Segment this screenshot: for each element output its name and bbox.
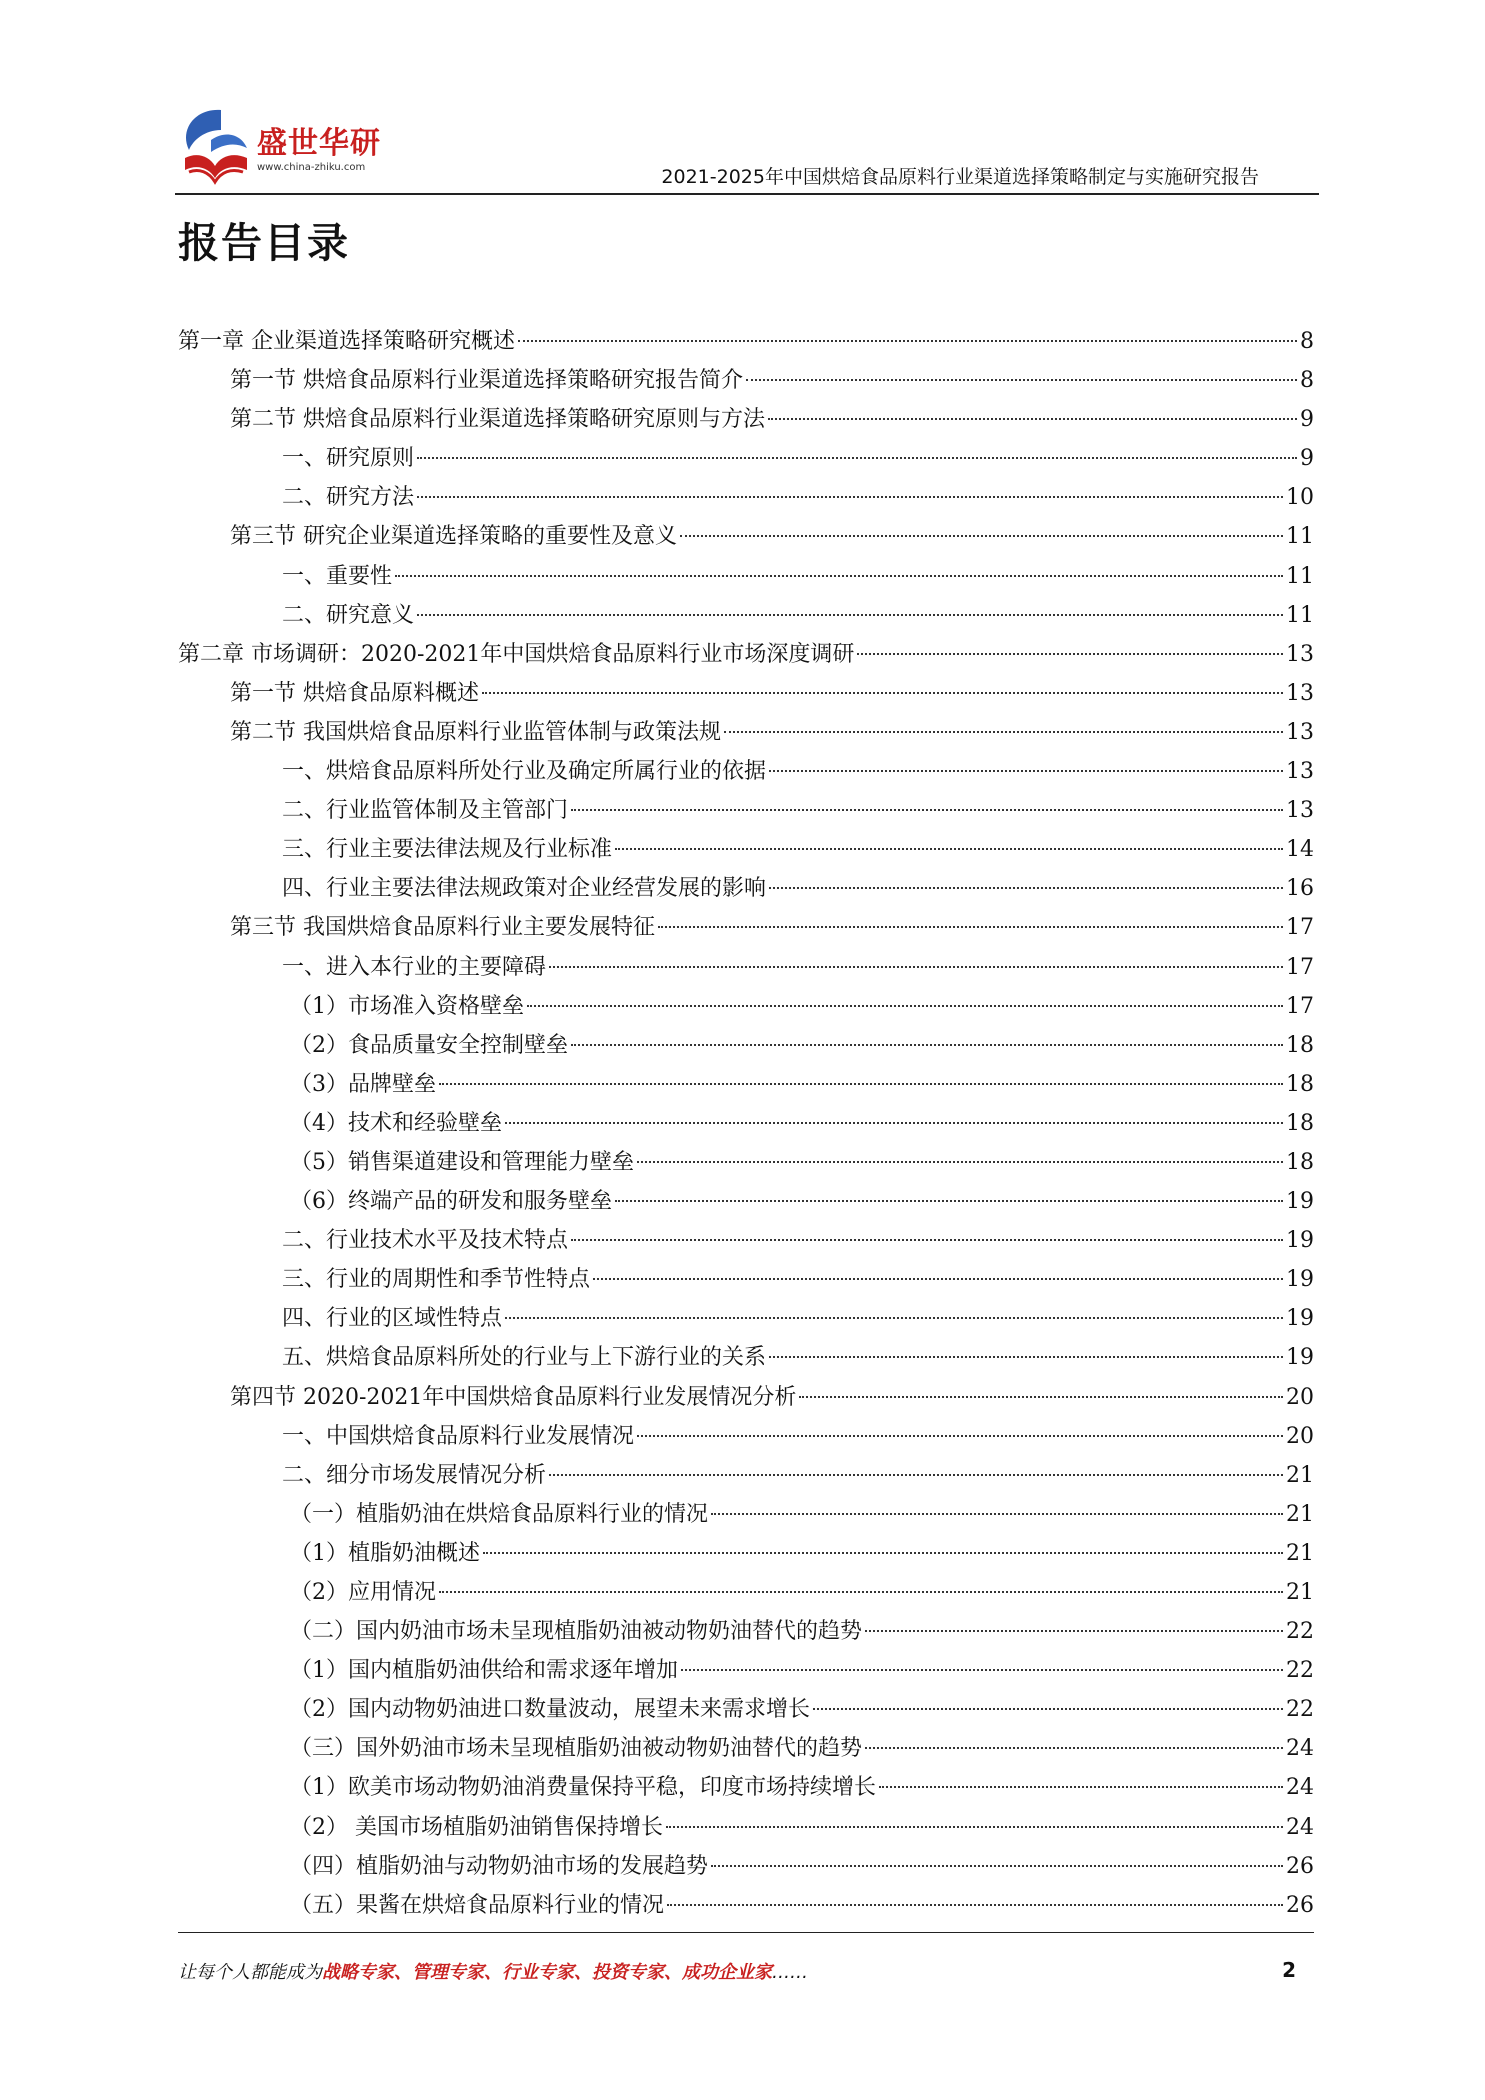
toc-leader-dots — [439, 1083, 1283, 1085]
toc-entry[interactable] — [178, 322, 1314, 361]
toc-leader-dots — [667, 1904, 1283, 1906]
toc-entry-page: 19 — [1286, 1267, 1314, 1293]
toc-entry-page: 20 — [1286, 1384, 1314, 1410]
toc-leader-dots — [637, 1161, 1283, 1163]
toc-entry-page: 9 — [1300, 446, 1314, 472]
toc-entry-label: （6）终端产品的研发和服务壁垒 — [290, 1189, 612, 1215]
toc-entry-label: （三）国外奶油市场未呈现植脂奶油被动物奶油替代的趋势 — [290, 1736, 863, 1762]
toc-entry-label: 五、烘焙食品原料所处的行业与上下游行业的关系 — [282, 1345, 767, 1371]
toc-entry-label: 一、进入本行业的主要障碍 — [282, 954, 547, 980]
toc-entry-label: 第一节 烘焙食品原料概述 — [230, 680, 479, 706]
toc-entry-label: （3）品牌壁垒 — [290, 1071, 436, 1097]
toc-entry-label: 第三节 研究企业渠道选择策略的重要性及意义 — [230, 524, 677, 550]
toc-leader-dots — [681, 1669, 1283, 1671]
toc-entry-page: 8 — [1300, 329, 1314, 354]
toc-entry[interactable] — [178, 1299, 1314, 1338]
page-header — [175, 100, 1319, 200]
toc-entry-page: 17 — [1286, 915, 1314, 941]
toc-entry-page: 18 — [1286, 1110, 1314, 1136]
toc-entry[interactable] — [178, 674, 1314, 713]
toc-entry[interactable] — [178, 439, 1314, 478]
toc-entry-page: 18 — [1286, 1071, 1314, 1097]
toc-leader-dots — [439, 1591, 1283, 1593]
toc-leader-dots — [724, 731, 1283, 733]
toc-leader-dots — [857, 653, 1283, 655]
toc-entry-page: 11 — [1286, 524, 1314, 550]
toc-entry-page: 18 — [1286, 1032, 1314, 1058]
toc-entry[interactable] — [178, 1338, 1314, 1377]
toc-entry[interactable] — [178, 1808, 1314, 1847]
book-swoosh-icon — [175, 100, 255, 190]
toc-entry[interactable] — [178, 1026, 1314, 1065]
toc-entry-page: 13 — [1286, 641, 1314, 667]
toc-leader-dots — [482, 692, 1283, 694]
toc-entry-page: 26 — [1286, 1892, 1314, 1918]
toc-entry-page: 13 — [1286, 798, 1314, 824]
toc-entry[interactable] — [178, 948, 1314, 987]
toc-entry[interactable] — [178, 1729, 1314, 1768]
toc-entry[interactable] — [178, 1143, 1314, 1182]
header-divider — [175, 193, 1319, 195]
toc-entry[interactable] — [178, 596, 1314, 635]
toc-entry-label: （五）果酱在烘焙食品原料行业的情况 — [290, 1892, 665, 1918]
toc-entry[interactable] — [178, 478, 1314, 517]
toc-leader-dots — [711, 1513, 1283, 1515]
toc-entry-label: 一、烘焙食品原料所处行业及确定所属行业的依据 — [282, 759, 767, 785]
toc-leader-dots — [571, 1044, 1283, 1046]
page-title: 报告目录 — [178, 219, 350, 267]
toc-entry-label: （四）植脂奶油与动物奶油市场的发展趋势 — [290, 1853, 709, 1879]
toc-entry-page: 10 — [1286, 485, 1314, 511]
toc-entry-label: （1）市场准入资格壁垒 — [290, 993, 524, 1019]
toc-leader-dots — [666, 1826, 1283, 1828]
toc-entry-page: 21 — [1286, 1540, 1314, 1566]
toc-leader-dots — [417, 496, 1283, 498]
toc-leader-dots — [571, 1239, 1283, 1241]
toc-entry-page: 21 — [1286, 1580, 1314, 1605]
toc-entry-label: 二、研究意义 — [282, 602, 415, 628]
toc-entry-label: 一、研究原则 — [282, 446, 415, 472]
toc-leader-dots — [505, 1122, 1283, 1124]
toc-entry-label: 第一节 烘焙食品原料行业渠道选择策略研究报告简介 — [230, 368, 743, 394]
toc-entry[interactable] — [178, 1768, 1314, 1807]
toc-entry-page: 16 — [1286, 876, 1314, 902]
toc-entry-page: 19 — [1286, 1228, 1314, 1254]
toc-leader-dots — [615, 848, 1283, 850]
toc-entry-label: 第二节 烘焙食品原料行业渠道选择策略研究原则与方法 — [230, 407, 765, 433]
toc-entry-label: 三、行业的周期性和季节性特点 — [282, 1267, 591, 1293]
toc-entry[interactable] — [178, 1495, 1314, 1534]
toc-leader-dots — [769, 887, 1283, 889]
toc-entry-label: 第四节 2020-2021年中国烘焙食品原料行业发展情况分析 — [230, 1384, 797, 1410]
toc-entry[interactable] — [178, 1417, 1314, 1456]
toc-entry-label: 三、行业主要法律法规及行业标准 — [282, 837, 613, 863]
toc-entry-page: 19 — [1286, 1345, 1314, 1371]
toc-entry[interactable] — [178, 791, 1314, 830]
toc-leader-dots — [680, 535, 1283, 537]
logo-url: www.china-zhiku.com — [257, 162, 366, 173]
toc-entry-page: 8 — [1300, 368, 1314, 394]
toc-entry-label: （2）国内动物奶油进口数量波动，展望未来需求增长 — [290, 1697, 810, 1723]
toc-entry-page: 20 — [1286, 1423, 1314, 1449]
toc-entry-page: 26 — [1286, 1853, 1314, 1879]
toc-entry[interactable] — [178, 1182, 1314, 1221]
toc-leader-dots — [637, 1435, 1283, 1437]
footer-divider — [178, 1932, 1314, 1933]
toc-leader-dots — [768, 418, 1297, 420]
toc-leader-dots — [417, 457, 1297, 459]
toc-entry-page: 22 — [1286, 1658, 1314, 1684]
toc-entry-page: 11 — [1286, 602, 1314, 628]
toc-entry-label: （1）欧美市场动物奶油消费量保持平稳，印度市场持续增长 — [290, 1775, 876, 1801]
toc-leader-dots — [769, 1356, 1283, 1358]
toc-entry-label: 第三节 我国烘焙食品原料行业主要发展特征 — [230, 915, 655, 941]
toc-entry[interactable] — [178, 908, 1314, 947]
toc-entry[interactable] — [178, 1690, 1314, 1729]
toc-entry-label: （4）技术和经验壁垒 — [290, 1110, 502, 1136]
toc-entry-page: 14 — [1286, 837, 1314, 863]
toc-entry[interactable] — [178, 987, 1314, 1026]
toc-entry-label: 四、行业主要法律法规政策对企业经营发展的影响 — [282, 876, 767, 902]
toc-leader-dots — [813, 1708, 1283, 1710]
toc-entry-label: 一、重要性 — [282, 563, 393, 589]
toc-entry-page: 11 — [1286, 563, 1314, 589]
toc-entry-label: 第一章 企业渠道选择策略研究概述 — [178, 329, 515, 354]
toc-entry-label: （2） 美国市场植脂奶油销售保持增长 — [290, 1814, 663, 1840]
toc-leader-dots — [505, 1317, 1283, 1319]
toc-entry[interactable] — [178, 752, 1314, 791]
footer-slogan-suffix: …… — [772, 1962, 808, 1983]
toc-entry-page: 21 — [1286, 1501, 1314, 1527]
toc-entry-label: 四、行业的区域性特点 — [282, 1306, 503, 1332]
toc-leader-dots — [483, 1552, 1283, 1554]
toc-entry-page: 24 — [1286, 1814, 1314, 1840]
toc-entry[interactable] — [178, 635, 1314, 674]
toc-entry-label: 二、行业监管体制及主管部门 — [282, 798, 569, 824]
toc-entry[interactable] — [178, 1104, 1314, 1143]
toc-entry-label: （一）植脂奶油在烘焙食品原料行业的情况 — [290, 1501, 709, 1527]
toc-entry[interactable] — [178, 1534, 1314, 1573]
toc-leader-dots — [799, 1396, 1283, 1398]
toc-leader-dots — [746, 379, 1297, 381]
toc-entry-label: （2）食品质量安全控制壁垒 — [290, 1032, 568, 1058]
page-number: 2 — [1282, 1958, 1296, 1982]
toc-entry-page: 21 — [1286, 1462, 1314, 1488]
toc-entry-label: （5）销售渠道建设和管理能力壁垒 — [290, 1149, 634, 1175]
toc-entry-label: 二、细分市场发展情况分析 — [282, 1462, 547, 1488]
toc-leader-dots — [518, 340, 1297, 342]
toc-leader-dots — [879, 1786, 1283, 1788]
toc-entry-label: 第二章 市场调研：2020-2021年中国烘焙食品原料行业市场深度调研 — [178, 641, 855, 667]
logo-text: 盛世华研 — [257, 126, 381, 161]
toc-leader-dots — [711, 1865, 1283, 1867]
toc-entry-page: 22 — [1286, 1697, 1314, 1723]
toc-leader-dots — [527, 1005, 1283, 1007]
toc-entry-page: 19 — [1286, 1306, 1314, 1332]
toc-entry-label: 二、研究方法 — [282, 485, 415, 511]
toc-entry-page: 18 — [1286, 1149, 1314, 1175]
toc-entry[interactable] — [178, 1612, 1314, 1651]
toc-entry[interactable] — [178, 1065, 1314, 1104]
toc-entry-label: （2）应用情况 — [290, 1580, 436, 1605]
toc-entry-label: （1）植脂奶油概述 — [290, 1540, 480, 1566]
page-footer — [178, 1958, 1314, 1984]
toc-entry-page: 9 — [1300, 407, 1314, 433]
toc-leader-dots — [615, 1200, 1283, 1202]
toc-entry[interactable] — [178, 1221, 1314, 1260]
footer-slogan-highlight: 战略专家、管理专家、行业专家、投资专家、成功企业家 — [322, 1962, 772, 1983]
toc-entry-page: 24 — [1286, 1736, 1314, 1762]
toc-entry[interactable] — [178, 1886, 1314, 1925]
toc-entry[interactable] — [178, 1260, 1314, 1299]
toc-entry[interactable] — [178, 1651, 1314, 1690]
toc-leader-dots — [549, 966, 1283, 968]
toc-leader-dots — [417, 614, 1283, 616]
toc-entry-page: 13 — [1286, 719, 1314, 745]
toc-entry-page: 13 — [1286, 759, 1314, 785]
toc-entry-label: （1）国内植脂奶油供给和需求逐年增加 — [290, 1658, 678, 1684]
toc-entry-page: 17 — [1286, 993, 1314, 1019]
toc-entry[interactable] — [178, 830, 1314, 869]
toc-entry[interactable] — [178, 557, 1314, 596]
toc-leader-dots — [549, 1474, 1283, 1476]
toc-leader-dots — [395, 575, 1283, 577]
brand-logo — [175, 100, 395, 190]
toc-leader-dots — [865, 1630, 1283, 1632]
toc-entry-label: 一、中国烘焙食品原料行业发展情况 — [282, 1423, 635, 1449]
toc-entry-page: 17 — [1286, 954, 1314, 980]
toc-entry[interactable] — [178, 713, 1314, 752]
report-title: 2021-2025年中国烘焙食品原料行业渠道选择策略制定与实施研究报告 — [661, 166, 1259, 188]
footer-slogan-prefix: 让每个人都能成为 — [178, 1962, 322, 1983]
toc-entry-page: 24 — [1286, 1775, 1314, 1801]
toc-entry[interactable] — [178, 1573, 1314, 1612]
toc-entry[interactable] — [178, 400, 1314, 439]
toc-leader-dots — [865, 1747, 1283, 1749]
toc-leader-dots — [571, 809, 1283, 811]
toc-entry[interactable] — [178, 1456, 1314, 1495]
toc-leader-dots — [593, 1278, 1283, 1280]
toc-leader-dots — [658, 926, 1283, 928]
toc-entry-label: （二）国内奶油市场未呈现植脂奶油被动物奶油替代的趋势 — [290, 1619, 863, 1645]
toc-entry-label: 第二节 我国烘焙食品原料行业监管体制与政策法规 — [230, 719, 721, 745]
toc-entry[interactable] — [178, 1378, 1314, 1417]
toc-entry[interactable] — [178, 517, 1314, 556]
table-of-contents — [178, 322, 1314, 1925]
toc-entry-page: 19 — [1286, 1189, 1314, 1215]
toc-entry-page: 13 — [1286, 680, 1314, 706]
toc-entry[interactable] — [178, 869, 1314, 908]
toc-entry[interactable] — [178, 1847, 1314, 1886]
toc-entry-label: 二、行业技术水平及技术特点 — [282, 1228, 569, 1254]
toc-leader-dots — [769, 770, 1283, 772]
toc-entry[interactable] — [178, 361, 1314, 400]
toc-entry-page: 22 — [1286, 1619, 1314, 1645]
